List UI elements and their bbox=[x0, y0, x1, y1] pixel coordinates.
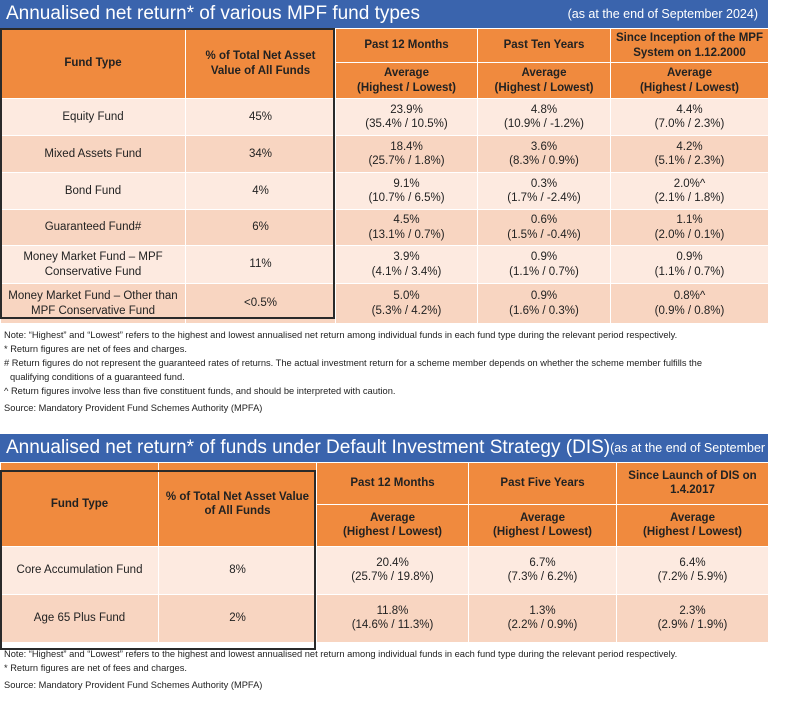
subheader-average: Average (Highest / Lowest) bbox=[469, 504, 617, 546]
note-line: ^ Return figures involve less than five constituent funds, and should be interpreted with caution. bbox=[4, 385, 396, 396]
table-row bbox=[1, 284, 769, 324]
subheader-average: Average (Highest / Lowest) bbox=[478, 63, 611, 99]
p10-cell: 0.6% (1.5% / -0.4%) bbox=[478, 210, 611, 246]
nav-share: <0.5% bbox=[186, 284, 336, 324]
nav-share: 34% bbox=[186, 136, 336, 173]
fund-name: Money Market Fund – Other than MPF Conservative Fund bbox=[1, 284, 186, 324]
dis-title-banner bbox=[0, 434, 801, 462]
col-past-12-months: Past 12 Months bbox=[317, 462, 469, 504]
since-cell: 2.3% (2.9% / 1.9%) bbox=[617, 594, 769, 642]
nav-share: 45% bbox=[186, 99, 336, 136]
col-nav-share: % of Total Net Asset Value of All Funds bbox=[159, 462, 317, 546]
fund-name: Core Accumulation Fund bbox=[1, 546, 159, 594]
subheader-average: Average (Highest / Lowest) bbox=[317, 504, 469, 546]
dis-date: (as at the end of September 2024) bbox=[610, 440, 801, 455]
p12-cell: 23.9% (35.4% / 10.5%) bbox=[336, 99, 478, 136]
note-source: Source: Mandatory Provident Fund Schemes Authority (MPFA) bbox=[4, 679, 263, 690]
mpf-date: (as at the end of September 2024) bbox=[567, 7, 758, 21]
col-past-12-months: Past 12 Months bbox=[336, 29, 478, 63]
table-row bbox=[1, 210, 769, 246]
mpf-title: Annualised net return* of various MPF fund types bbox=[6, 3, 421, 24]
fund-name: Bond Fund bbox=[1, 173, 186, 210]
nav-share: 8% bbox=[159, 546, 317, 594]
since-cell: 4.2% (5.1% / 2.3%) bbox=[611, 136, 769, 173]
col-nav-share: % of Total Net Asset Value of All Funds bbox=[186, 29, 336, 99]
p12-cell: 18.4% (25.7% / 1.8%) bbox=[336, 136, 478, 173]
subheader-average: Average (Highest / Lowest) bbox=[336, 63, 478, 99]
note-line: * Return figures are net of fees and charges. bbox=[4, 343, 187, 354]
p5-cell: 6.7% (7.3% / 6.2%) bbox=[469, 546, 617, 594]
table-row bbox=[1, 246, 769, 284]
p10-cell: 0.9% (1.6% / 0.3%) bbox=[478, 284, 611, 324]
table-row bbox=[1, 594, 769, 642]
col-since-launch: Since Launch of DIS on 1.4.2017 bbox=[617, 462, 769, 504]
note-line: Note: “Highest” and “Lowest” refers to the highest and lowest annualised net return among individual funds in each fund type during the relevant period respectively. bbox=[4, 648, 678, 659]
nav-share: 11% bbox=[186, 246, 336, 284]
fund-name: Age 65 Plus Fund bbox=[1, 594, 159, 642]
p5-cell: 1.3% (2.2% / 0.9%) bbox=[469, 594, 617, 642]
note-line: qualifying conditions of a guaranteed fund. bbox=[10, 371, 185, 382]
mpf-returns-table bbox=[0, 28, 769, 324]
col-since-inception: Since Inception of the MPF System on 1.12.2000 bbox=[611, 29, 769, 63]
nav-share: 6% bbox=[186, 210, 336, 246]
col-fund-type: Fund Type bbox=[1, 29, 186, 99]
since-cell: 1.1% (2.0% / 0.1%) bbox=[611, 210, 769, 246]
table-row bbox=[1, 136, 769, 173]
table-row bbox=[1, 546, 769, 594]
table-row bbox=[1, 99, 769, 136]
p12-cell: 9.1% (10.7% / 6.5%) bbox=[336, 173, 478, 210]
col-fund-type: Fund Type bbox=[1, 462, 159, 546]
note-line: # Return figures do not represent the guaranteed rates of returns. The actual investment return for a scheme member depends on whether the scheme member fulfills the bbox=[4, 357, 702, 368]
dis-notes bbox=[0, 643, 768, 693]
p12-cell: 5.0% (5.3% / 4.2%) bbox=[336, 284, 478, 324]
p12-cell: 3.9% (4.1% / 3.4%) bbox=[336, 246, 478, 284]
p12-cell: 4.5% (13.1% / 0.7%) bbox=[336, 210, 478, 246]
since-cell: 2.0%^ (2.1% / 1.8%) bbox=[611, 173, 769, 210]
subheader-average: Average (Highest / Lowest) bbox=[617, 504, 769, 546]
fund-name: Guaranteed Fund# bbox=[1, 210, 186, 246]
note-line: Note: “Highest” and “Lowest” refers to the highest and lowest annualised net return among individual funds in each fund type during the relevant period respectively. bbox=[4, 330, 678, 340]
nav-share: 2% bbox=[159, 594, 317, 642]
mpf-title-banner bbox=[0, 0, 768, 28]
note-source: Source: Mandatory Provident Fund Schemes Authority (MPFA) bbox=[4, 402, 263, 413]
note-line: * Return figures are net of fees and charges. bbox=[4, 662, 187, 673]
p10-cell: 4.8% (10.9% / -1.2%) bbox=[478, 99, 611, 136]
table-row bbox=[1, 173, 769, 210]
nav-share: 4% bbox=[186, 173, 336, 210]
p10-cell: 0.9% (1.1% / 0.7%) bbox=[478, 246, 611, 284]
since-cell: 0.8%^ (0.9% / 0.8%) bbox=[611, 284, 769, 324]
since-cell: 6.4% (7.2% / 5.9%) bbox=[617, 546, 769, 594]
since-cell: 0.9% (1.1% / 0.7%) bbox=[611, 246, 769, 284]
dis-title: Annualised net return* of funds under Default Investment Strategy (DIS) bbox=[6, 436, 611, 458]
fund-name: Mixed Assets Fund bbox=[1, 136, 186, 173]
p12-cell: 11.8% (14.6% / 11.3%) bbox=[317, 594, 469, 642]
mpf-notes bbox=[0, 324, 768, 416]
p10-cell: 0.3% (1.7% / -2.4%) bbox=[478, 173, 611, 210]
p10-cell: 3.6% (8.3% / 0.9%) bbox=[478, 136, 611, 173]
dis-returns-table bbox=[0, 462, 769, 643]
since-cell: 4.4% (7.0% / 2.3%) bbox=[611, 99, 769, 136]
col-past-five-years: Past Five Years bbox=[469, 462, 617, 504]
p12-cell: 20.4% (25.7% / 19.8%) bbox=[317, 546, 469, 594]
fund-name: Money Market Fund – MPF Conservative Fund bbox=[1, 246, 186, 284]
col-past-ten-years: Past Ten Years bbox=[478, 29, 611, 63]
subheader-average: Average (Highest / Lowest) bbox=[611, 63, 769, 99]
fund-name: Equity Fund bbox=[1, 99, 186, 136]
